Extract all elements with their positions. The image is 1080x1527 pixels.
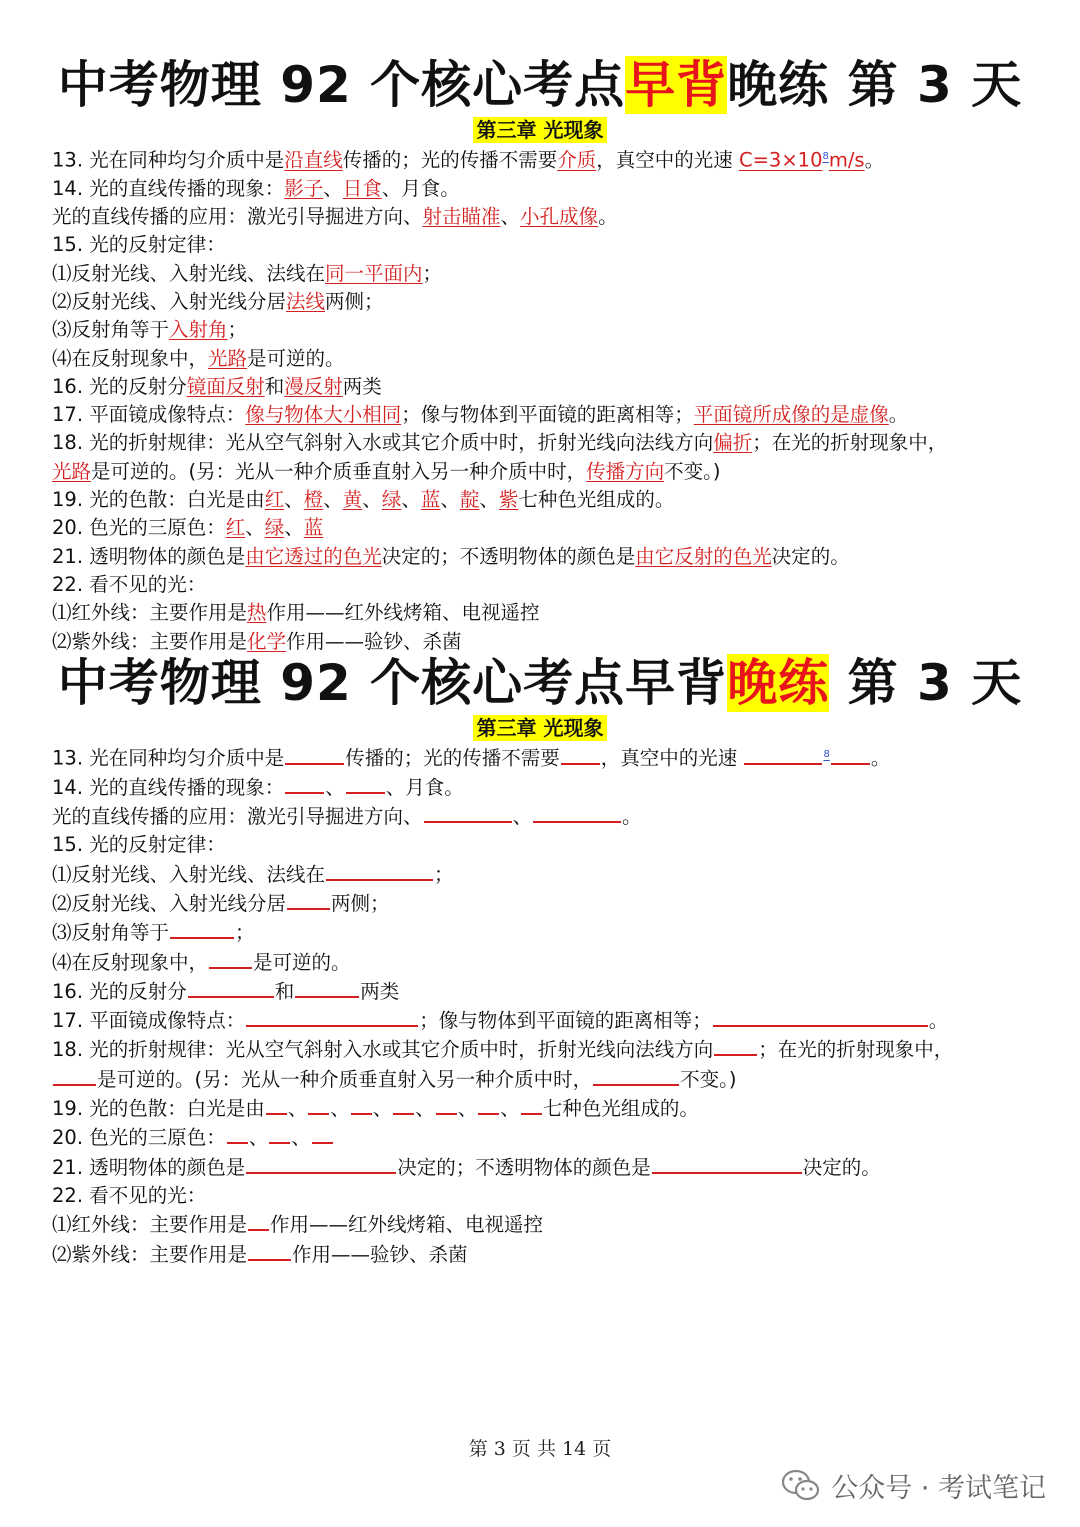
line-text: ；	[235, 921, 255, 945]
line-text: 15. 光的反射定律：	[52, 233, 226, 257]
line-text: 是可逆的。	[247, 346, 345, 370]
answer-text: 蓝	[420, 488, 441, 512]
answer-blank	[351, 1094, 372, 1115]
answer-blank	[269, 1123, 290, 1144]
morning-line	[52, 175, 1050, 203]
answer-blank	[227, 1123, 248, 1144]
morning-line	[52, 203, 1050, 231]
line-text: 七种色光组成的。	[518, 488, 675, 512]
line-text: 作用——红外线烤箱、电视遥控	[270, 1213, 544, 1237]
answer-blank	[287, 889, 330, 910]
line-text: 两类	[360, 979, 400, 1003]
line-text: 、月食。	[381, 176, 460, 200]
morning-title	[0, 54, 1080, 116]
line-text: 。	[888, 403, 909, 427]
line-text: 作用——验钞、杀菌	[292, 1242, 468, 1266]
answer-blank	[593, 1065, 679, 1086]
answer-text: 蓝	[303, 516, 324, 540]
line-text: 决定的。	[771, 544, 850, 568]
evening-line	[52, 977, 1050, 1006]
line-text: 、月食。	[385, 775, 464, 799]
answer-blank	[248, 1240, 291, 1261]
line-text: 是可逆的。(另：光从一种介质垂直射入另一种介质中时，	[91, 459, 587, 483]
line-text: 20. 色光的三原色：	[52, 516, 226, 540]
line-text: 14. 光的直线传播的现象：	[52, 176, 285, 200]
answer-blank	[246, 1153, 396, 1174]
line-text: ⑵反射光线、入射光线分居	[52, 891, 287, 915]
answer-text: 偏折	[713, 431, 753, 455]
answer-text: 红	[264, 488, 285, 512]
line-text: 19. 光的色散：白光是由	[52, 1097, 265, 1121]
answer-text: 绿	[264, 516, 285, 540]
line-text: 、	[330, 1097, 350, 1121]
line-text: 决定的；不透明物体的颜色是	[397, 1155, 651, 1179]
evening-chapter-label: 第三章 光现象	[473, 715, 608, 741]
line-text: 22. 看不见的光：	[52, 572, 207, 596]
line-text: 。	[622, 805, 642, 829]
line-text: 传播的；光的传播不需要	[345, 746, 560, 770]
line-text: 、	[415, 1097, 435, 1121]
line-text: ⑴反射光线、入射光线、法线在	[52, 862, 326, 886]
answer-text: 光路	[52, 459, 92, 483]
line-text: 18. 光的折射规律：光从空气斜射入水或其它介质中时，折射光线向法线方向	[52, 1038, 714, 1062]
line-text: ，真空中的光速	[600, 746, 744, 770]
morning-line	[52, 458, 1050, 486]
line-text: ，真空中的光速	[596, 148, 739, 172]
line-text: ；在光的折射现象中，	[752, 431, 948, 455]
line-text: ⑴红外线：主要作用是	[52, 601, 248, 625]
line-text: 不变。)	[680, 1067, 737, 1091]
line-text: 、	[245, 516, 265, 540]
page-number: 第 3 页 共 14 页	[468, 1438, 612, 1460]
evening-title	[0, 652, 1080, 714]
answer-text: 黄	[342, 488, 363, 512]
answer-text: 影子	[284, 176, 324, 200]
line-text: 21. 透明物体的颜色是	[52, 1155, 246, 1179]
answer-blank	[533, 802, 621, 823]
answer-text: 沿直线	[284, 148, 343, 172]
answer-blank	[248, 1210, 269, 1231]
answer-text: 像与物体大小相同	[245, 403, 402, 427]
line-text: 两类	[342, 374, 382, 398]
line-text: 决定的；不透明物体的颜色是	[381, 544, 636, 568]
answer-blank	[478, 1094, 499, 1115]
morning-line	[52, 514, 1050, 542]
morning-line	[52, 143, 1050, 175]
line-text: 、	[284, 488, 304, 512]
morning-line	[52, 599, 1050, 627]
superscript: 8	[823, 749, 830, 760]
evening-line	[52, 860, 1050, 889]
answer-text: 射击瞄准	[422, 205, 501, 229]
line-text: 17. 平面镜成像特点：	[52, 1009, 246, 1033]
evening-line	[52, 1035, 1050, 1064]
line-text: ；	[422, 261, 443, 285]
answer-text: 橙	[303, 488, 324, 512]
evening-line	[52, 802, 1050, 831]
line-text: 16. 光的反射分	[52, 979, 187, 1003]
answer-blank	[246, 1006, 418, 1027]
line-text: 两侧；	[331, 891, 390, 915]
answer-blank	[436, 1094, 457, 1115]
evening-title-pre: 中考物理 92 个核心考点早背	[57, 654, 728, 712]
evening-line	[52, 1210, 1050, 1239]
morning-line	[52, 345, 1050, 373]
morning-line	[52, 543, 1050, 571]
morning-line	[52, 260, 1050, 288]
answer-blank	[831, 744, 870, 765]
answer-text: 化学	[247, 629, 287, 653]
evening-title-post: 第 3 天	[829, 654, 1023, 712]
line-text: 、	[500, 205, 521, 229]
line-text: 19. 光的色散：白光是由	[52, 488, 265, 512]
morning-chapter-heading	[0, 117, 1080, 143]
watermark	[781, 1466, 1046, 1505]
answer-text: 漫反射	[284, 374, 343, 398]
morning-line	[52, 486, 1050, 514]
evening-exercise-list	[0, 741, 1080, 1269]
line-text: 21. 透明物体的颜色是	[52, 544, 246, 568]
evening-line	[52, 831, 1050, 859]
evening-section	[0, 652, 1080, 1269]
evening-line	[52, 948, 1050, 977]
line-text: 光的直线传播的应用：激光引导掘进方向、	[52, 205, 423, 229]
morning-line	[52, 429, 1050, 457]
line-text: 、	[284, 516, 304, 540]
line-text: 作用——红外线烤箱、电视遥控	[266, 601, 540, 625]
evening-line	[52, 1240, 1050, 1269]
line-text: 不变。)	[664, 459, 721, 483]
morning-line	[52, 401, 1050, 429]
morning-line	[52, 288, 1050, 316]
line-text: 、	[372, 1097, 393, 1121]
evening-line	[52, 889, 1050, 918]
line-text: 16. 光的反射分	[52, 374, 187, 398]
line-text: 、	[457, 1097, 478, 1121]
answer-blank	[714, 1035, 757, 1056]
line-text: 。	[870, 746, 891, 770]
evening-line	[52, 1094, 1050, 1123]
evening-line	[52, 1006, 1050, 1035]
line-text: ；像与物体到平面镜的距离相等；	[419, 1009, 712, 1033]
line-text: ；	[227, 318, 248, 342]
morning-line	[52, 571, 1050, 599]
line-text: ⑶反射角等于	[52, 921, 170, 945]
line-text: ⑴反射光线、入射光线、法线在	[52, 261, 326, 285]
answer-blank	[561, 744, 600, 765]
line-text: ⑵反射光线、入射光线分居	[52, 289, 287, 313]
answer-text: 镜面反射	[186, 374, 265, 398]
answer-text: C=3×10	[738, 148, 823, 172]
answer-text: 热	[247, 601, 267, 625]
evening-line	[52, 741, 1050, 773]
answer-text: 靛	[459, 488, 480, 512]
morning-line	[52, 231, 1050, 259]
line-text: ；像与物体到平面镜的距离相等；	[401, 403, 694, 427]
line-text: 22. 看不见的光：	[52, 1183, 207, 1207]
line-text: 15. 光的反射定律：	[52, 833, 226, 857]
morning-answer-list	[0, 143, 1080, 656]
evening-line	[52, 1065, 1050, 1094]
line-text: ⑴红外线：主要作用是	[52, 1213, 248, 1237]
answer-blank	[53, 1065, 96, 1086]
answer-text: 小孔成像	[520, 205, 599, 229]
answer-blank	[266, 1094, 287, 1115]
line-text: 、	[248, 1126, 269, 1150]
answer-blank	[346, 773, 385, 794]
answer-blank	[424, 802, 512, 823]
answer-blank	[285, 744, 344, 765]
superscript: 8	[822, 151, 829, 162]
line-text: ；	[434, 862, 454, 886]
line-text: 。	[864, 148, 885, 172]
answer-text: 紫	[498, 488, 519, 512]
evening-line	[52, 773, 1050, 802]
answer-blank	[285, 773, 324, 794]
line-text: 17. 平面镜成像特点：	[52, 403, 246, 427]
evening-title-highlight: 晚练	[727, 654, 830, 712]
answer-text: 同一平面内	[325, 261, 423, 285]
line-text: 13. 光在同种均匀介质中是	[52, 746, 285, 770]
wechat-icon	[781, 1469, 821, 1503]
line-text: 传播的；光的传播不需要	[342, 148, 558, 172]
answer-blank	[521, 1094, 542, 1115]
answer-blank	[312, 1123, 333, 1144]
line-text: 光的直线传播的应用：激光引导掘进方向、	[52, 805, 423, 829]
line-text: ⑶反射角等于	[52, 318, 170, 342]
morning-line	[52, 316, 1050, 344]
morning-title-highlight: 早背	[625, 56, 728, 114]
line-text: 。	[928, 1009, 949, 1033]
answer-blank	[209, 948, 252, 969]
answer-blank	[170, 918, 234, 939]
line-text: ⑵紫外线：主要作用是	[52, 629, 248, 653]
line-text: ⑷在反射现象中，	[52, 346, 209, 370]
morning-section	[0, 54, 1080, 656]
line-text: ⑷在反射现象中，	[52, 950, 209, 974]
answer-text: 光路	[208, 346, 248, 370]
answer-text: 由它透过的色光	[245, 544, 382, 568]
line-text: 、	[401, 488, 421, 512]
answer-text: 法线	[286, 289, 326, 313]
line-text: 是可逆的。(另：光从一种介质垂直射入另一种介质中时，	[97, 1067, 593, 1091]
line-text: 、	[479, 488, 499, 512]
morning-title-pre: 中考物理 92 个核心考点	[57, 56, 626, 114]
line-text: 、	[325, 775, 345, 799]
morning-title-post: 晚练 第 3 天	[727, 56, 1023, 114]
watermark-text: 公众号 · 考试笔记	[831, 1473, 1046, 1504]
evening-line	[52, 918, 1050, 947]
answer-blank	[393, 1094, 414, 1115]
answer-text: 红	[225, 516, 246, 540]
line-text: 两侧；	[325, 289, 384, 313]
answer-text: 绿	[381, 488, 402, 512]
answer-text: 日食	[342, 176, 382, 200]
line-text: ⑵紫外线：主要作用是	[52, 1242, 248, 1266]
line-text: 。	[598, 205, 618, 229]
line-text: ；在光的折射现象中，	[758, 1038, 954, 1062]
evening-line	[52, 1182, 1050, 1210]
line-text: 13. 光在同种均匀介质中是	[52, 148, 285, 172]
line-text: 决定的。	[802, 1155, 881, 1179]
answer-text: 平面镜所成像的是虚像	[693, 403, 889, 427]
answer-text: 入射角	[169, 318, 228, 342]
line-text: 、	[440, 488, 460, 512]
line-text: 18. 光的折射规律：光从空气斜射入水或其它介质中时，折射光线向法线方向	[52, 431, 714, 455]
line-text: 、	[362, 488, 382, 512]
answer-text: 介质	[557, 148, 597, 172]
line-text: 作用——验钞、杀菌	[286, 629, 462, 653]
line-text: 、	[512, 805, 533, 829]
line-text: 和	[274, 979, 295, 1003]
line-text: 、	[287, 1097, 308, 1121]
answer-text: m/s	[828, 148, 865, 172]
answer-blank	[652, 1153, 802, 1174]
evening-line	[52, 1123, 1050, 1152]
line-text: 七种色光组成的。	[542, 1097, 699, 1121]
answer-text: 由它反射的色光	[635, 544, 772, 568]
answer-blank	[308, 1094, 329, 1115]
answer-blank	[326, 860, 433, 881]
answer-blank	[744, 744, 822, 765]
evening-chapter-heading	[0, 715, 1080, 741]
answer-blank	[713, 1006, 928, 1027]
line-text: 20. 色光的三原色：	[52, 1126, 226, 1150]
evening-line	[52, 1153, 1050, 1182]
line-text: 、	[323, 488, 343, 512]
line-text: 14. 光的直线传播的现象：	[52, 775, 285, 799]
line-text: 、	[291, 1126, 311, 1150]
answer-blank	[295, 977, 359, 998]
line-text: 和	[264, 374, 285, 398]
line-text: 、	[323, 176, 343, 200]
answer-blank	[188, 977, 274, 998]
line-text: 、	[500, 1097, 520, 1121]
line-text: 是可逆的。	[253, 950, 351, 974]
answer-text: 传播方向	[586, 459, 665, 483]
morning-line	[52, 373, 1050, 401]
morning-chapter-label: 第三章 光现象	[473, 117, 608, 143]
